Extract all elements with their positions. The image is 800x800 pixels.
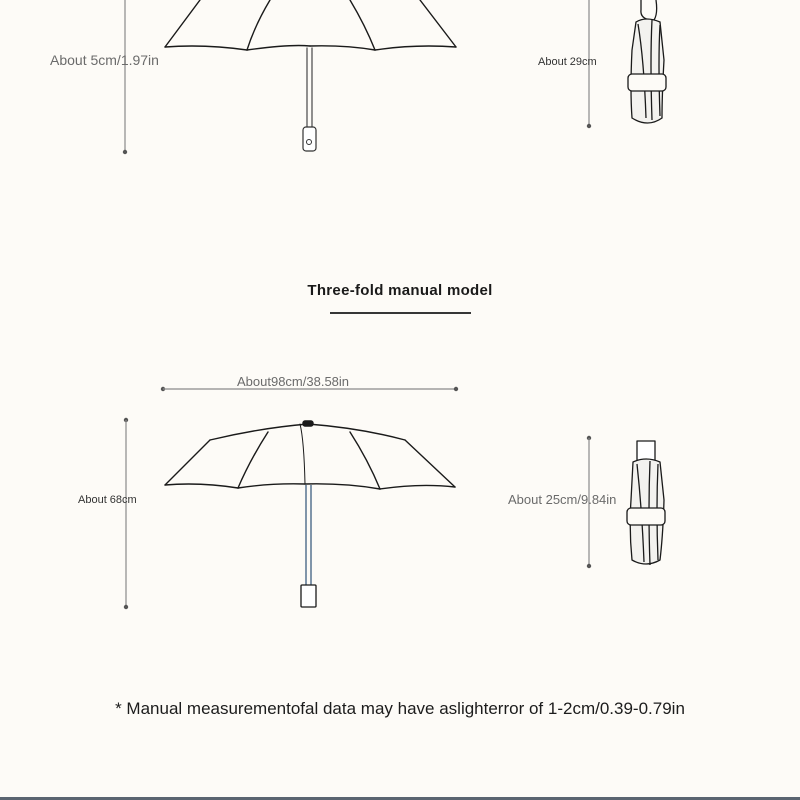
top-open-umbrella-icon	[165, 0, 456, 151]
open-umbrella-icon	[165, 421, 455, 489]
top-folded-umbrella-icon	[628, 0, 666, 123]
top-left-dimension-line	[123, 0, 127, 154]
folded-umbrella-icon	[627, 441, 665, 565]
handle-icon	[301, 585, 316, 607]
top-left-dimension-label: About 5cm/1.97in	[50, 52, 159, 68]
height-dimension-line	[124, 418, 128, 609]
height-dimension-label: About 68cm	[78, 494, 137, 506]
top-right-dimension-label: About 29cm	[538, 56, 597, 68]
umbrella-shaft	[306, 485, 311, 585]
folded-dimension-label: About 25cm/9.84in	[508, 492, 617, 507]
model-heading: Three-fold manual model	[307, 282, 493, 299]
measurement-footnote: * Manual measurementofal data may have aslighterror of 1-2cm/0.39-0.79in	[115, 699, 685, 718]
width-dimension-label: About98cm/38.58in	[237, 374, 350, 389]
